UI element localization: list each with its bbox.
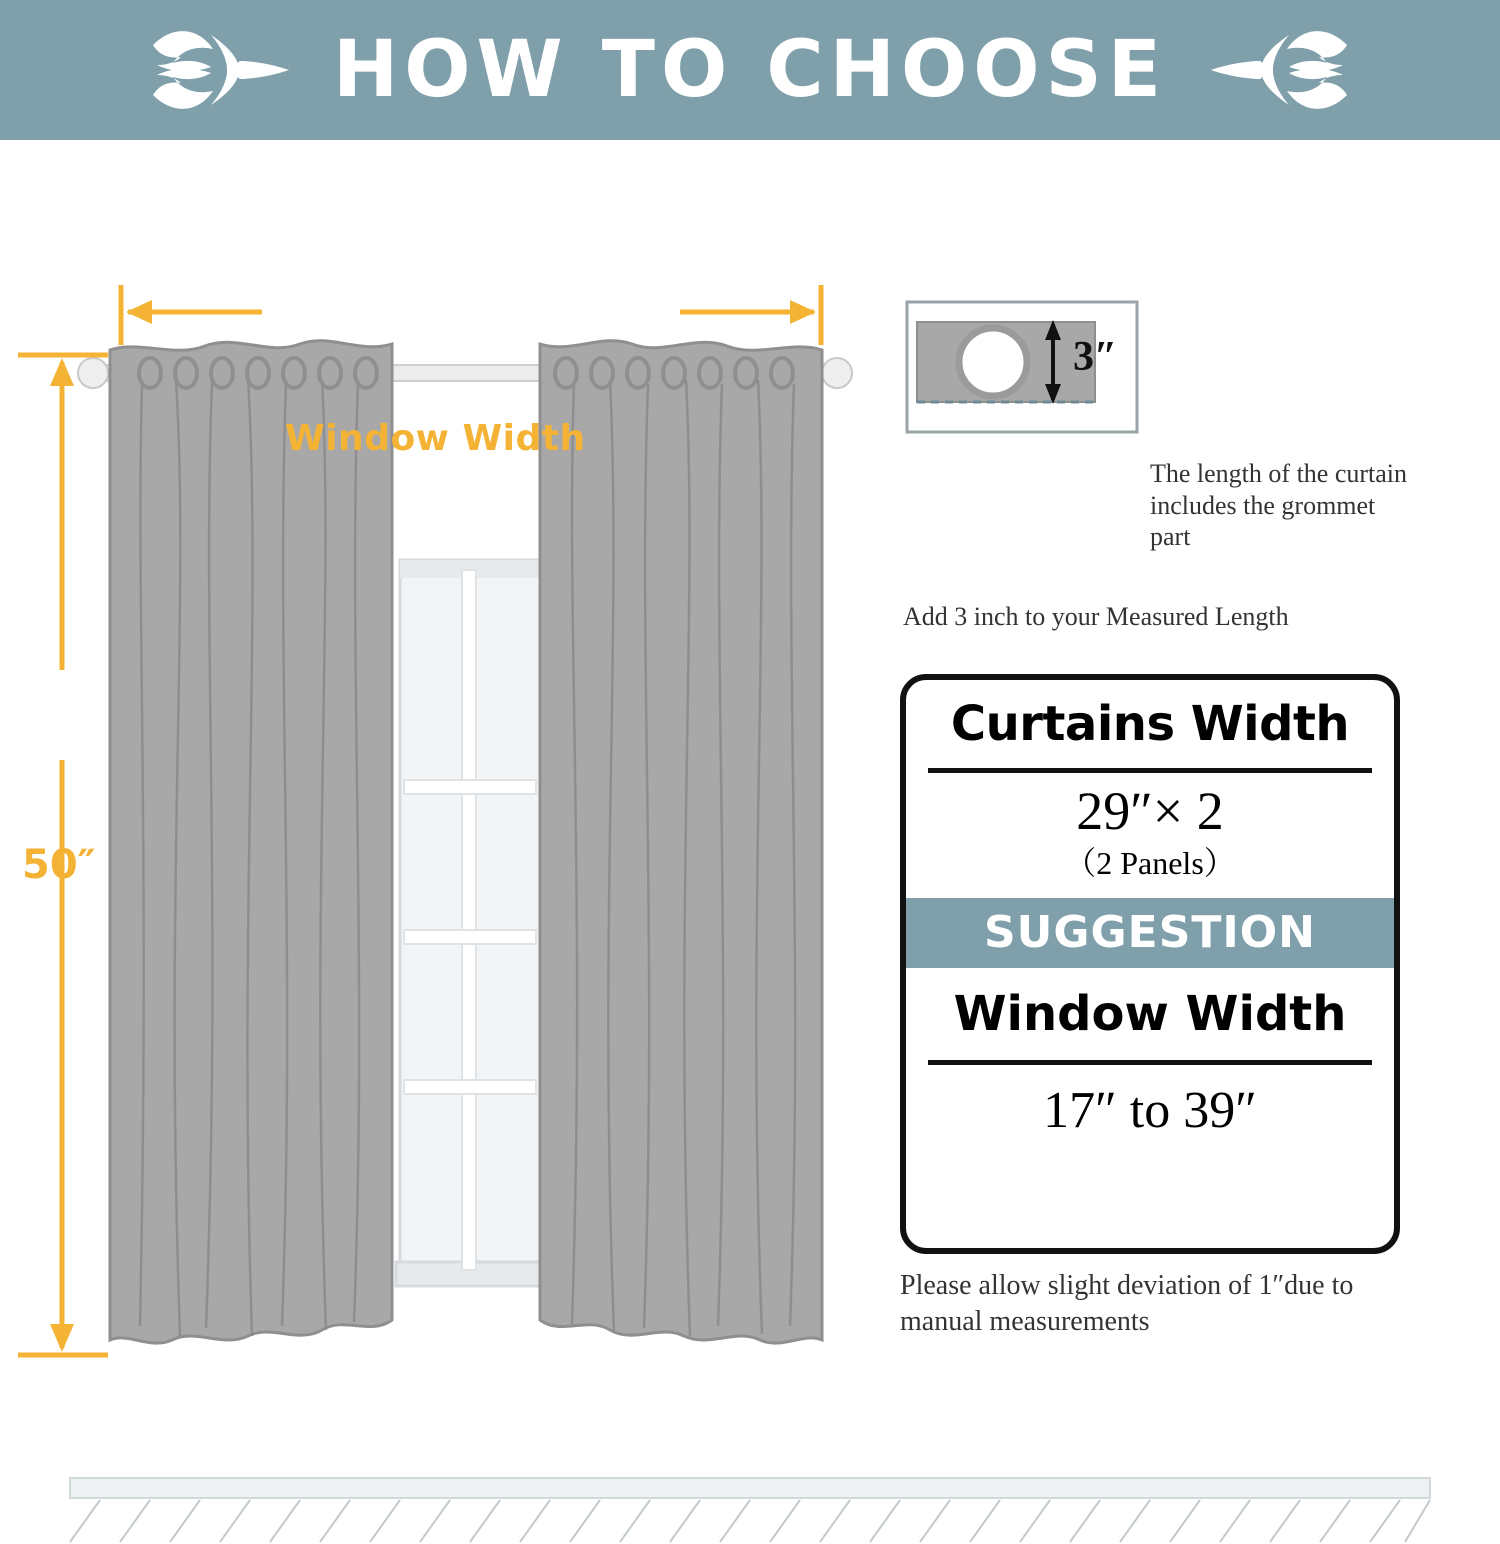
- window-width-range: 17″ to 39″: [1043, 1082, 1257, 1140]
- suggestion-badge: SUGGESTION: [906, 898, 1394, 968]
- window-frame: [396, 560, 544, 1286]
- fleur-de-lis-icon: [143, 15, 293, 125]
- curtain-panel-right: [540, 341, 822, 1343]
- curtains-width-panels: （2 Panels）: [1064, 844, 1236, 881]
- card-title-curtains-width: Curtains Width: [950, 696, 1350, 752]
- curtain-panel-left: [110, 341, 392, 1343]
- window-width-label: Window Width: [285, 418, 586, 459]
- diagram-stage: [0, 140, 1500, 1404]
- curtains-width-value: [906, 773, 1394, 898]
- header-banner: [0, 0, 1500, 140]
- grommet-measure-label: 3″: [1073, 334, 1118, 380]
- fleur-de-lis-icon: [1207, 15, 1357, 125]
- curtain-height-label: 50″: [22, 842, 96, 888]
- grommet-note: The length of the curtain includes the grommet part: [1150, 459, 1408, 552]
- window-width-measure: [121, 285, 821, 345]
- floor-illustration: [0, 1472, 1500, 1544]
- card-title-window-width: Window Width: [953, 985, 1347, 1042]
- deviation-note: Please allow slight deviation of 1″due to manual measurements: [900, 1270, 1354, 1338]
- add-length-note: Add 3 inch to your Measured Length: [903, 602, 1289, 631]
- size-suggestion-card: [900, 674, 1400, 1254]
- curtains-width-number: 29″× 2: [1076, 781, 1224, 841]
- page-title: HOW TO CHOOSE: [332, 25, 1168, 115]
